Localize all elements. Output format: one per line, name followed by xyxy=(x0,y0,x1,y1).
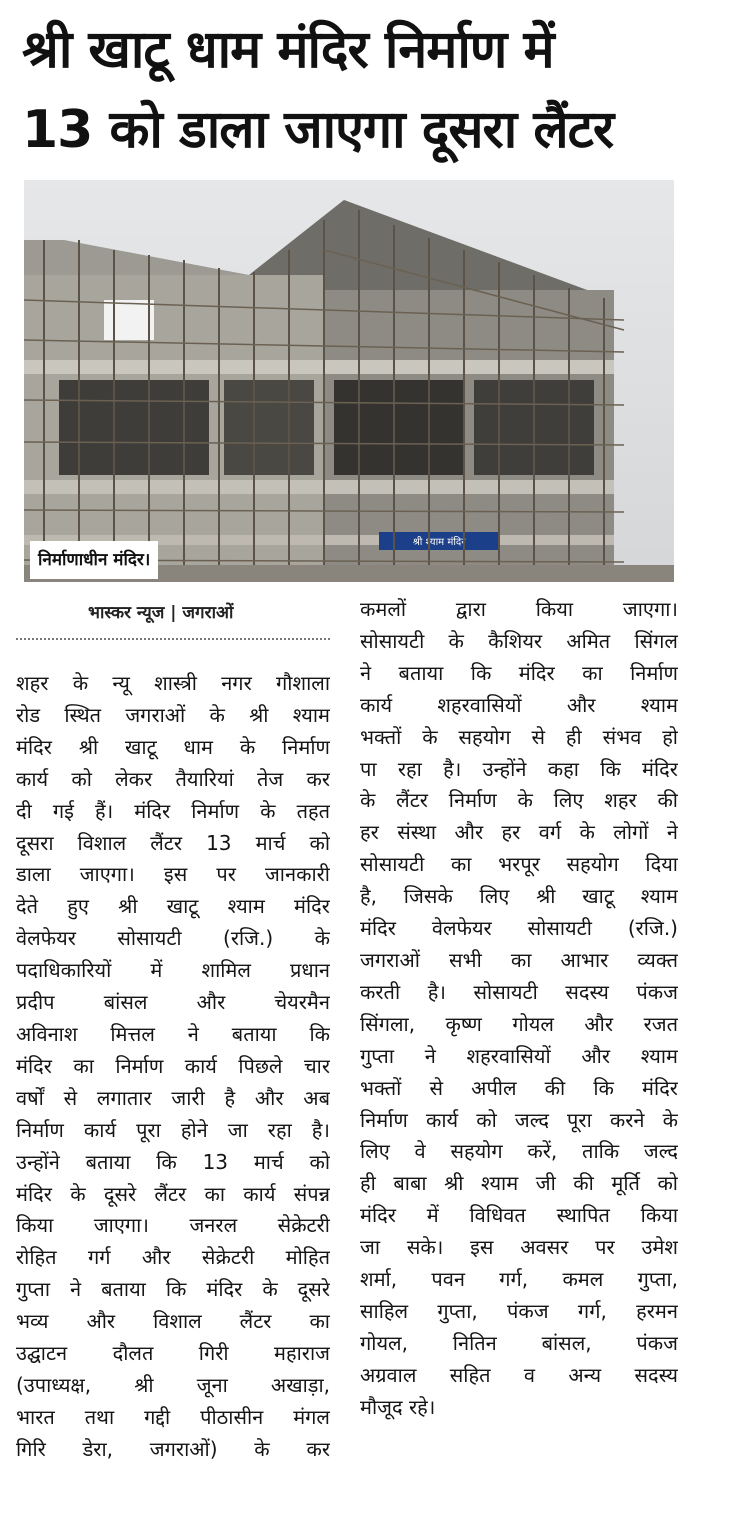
headline-line-1: श्री खाटू धाम मंदिर निर्माण में xyxy=(22,20,554,80)
article-line: मौजूद रहे। xyxy=(360,1394,436,1419)
article-line: मंदिर वेलफेयर सोसायटी (रजि.) xyxy=(360,916,678,941)
article-line: सोसायटी का भरपूर सहयोग दिया xyxy=(360,852,678,877)
article-line: अग्रवाल सहित व अन्य सदस्य xyxy=(360,1362,678,1387)
article-line: मंदिर में विधिवत स्थापित किया xyxy=(360,1203,678,1228)
article-line: ने बताया कि मंदिर का निर्माण xyxy=(360,660,678,685)
headline-line-2: 13 को डाला जाएगा दूसरा लैंटर xyxy=(22,100,614,160)
article-line: कार्य शहरवासियों और श्याम xyxy=(360,692,678,717)
article-line: है, जिसके लिए श्री खाटू श्याम xyxy=(360,884,678,909)
article-line: मंदिर का निर्माण कार्य पिछले चार xyxy=(16,1053,330,1078)
article-line: रोड स्थित जगराओं के श्री श्याम xyxy=(16,702,330,727)
article-line: रोहित गर्ग और सेक्रेटरी मोहित xyxy=(16,1245,330,1270)
article-line: सोसायटी के कैशियर अमित सिंगल xyxy=(360,628,678,653)
article-line: मंदिर श्री खाटू धाम के निर्माण xyxy=(16,734,330,759)
article-line: मंदिर के दूसरे लैंटर का कार्य संपन्न xyxy=(16,1181,330,1206)
article-line: सिंगला, कृष्ण गोयल और रजत xyxy=(360,1011,678,1036)
article-left-column xyxy=(16,668,330,1466)
article-line: निर्माण कार्य पूरा होने जा रहा है। xyxy=(16,1117,330,1142)
article-line: किया जाएगा। जनरल सेक्रेटरी xyxy=(16,1213,330,1238)
article-line: लिए वे सहयोग करें, ताकि जल्द xyxy=(360,1139,678,1164)
temple-construction-illustration xyxy=(24,180,674,582)
article-line: अविनाश मित्तल ने बताया कि xyxy=(16,1021,330,1046)
article-line: डाला जाएगा। इस पर जानकारी xyxy=(16,862,330,887)
construction-photo xyxy=(24,180,674,582)
article-line: पा रहा है। उन्होंने कहा कि मंदिर xyxy=(360,756,678,781)
article-line: गोयल, नितिन बांसल, पंकज xyxy=(360,1330,678,1355)
article-line: पदाधिकारियों में शामिल प्रधान xyxy=(16,958,330,983)
article-line: साहिल गुप्ता, पंकज गर्ग, हरमन xyxy=(360,1298,678,1323)
article-line: शर्मा, पवन गर्ग, कमल गुप्ता, xyxy=(360,1267,678,1292)
article-line: कमलों द्वारा किया जाएगा। xyxy=(360,597,678,621)
article-line: निर्माण कार्य को जल्द पूरा करने के xyxy=(360,1107,678,1132)
article-line: उद्घाटन दौलत गिरी महाराज xyxy=(16,1341,330,1366)
article-line: करती है। सोसायटी सदस्य पंकज xyxy=(360,979,678,1004)
article-line: जा सके। इस अवसर पर उमेश xyxy=(360,1235,678,1260)
article-line: ही बाबा श्री श्याम जी की मूर्ति को xyxy=(360,1171,678,1196)
article-line: वर्षों से लगातार जारी है और अब xyxy=(16,1085,330,1110)
article-line: दी गई हैं। मंदिर निर्माण के तहत xyxy=(16,798,330,823)
article-line: जगराओं सभी का आभार व्यक्त xyxy=(360,947,678,972)
photo-caption: निर्माणाधीन मंदिर। xyxy=(30,541,158,579)
article-line: गुप्ता ने शहरवासियों और श्याम xyxy=(360,1043,678,1068)
article-line: कार्य को लेकर तैयारियां तेज कर xyxy=(16,766,330,791)
sign-board-text: श्री श्याम मंदिर xyxy=(412,537,466,548)
article-line: दूसरा विशाल लैंटर 13 मार्च को xyxy=(16,830,330,855)
article-line: भव्य और विशाल लैंटर का xyxy=(16,1309,330,1334)
byline: भास्कर न्यूज | जगराओं xyxy=(88,603,234,623)
article-line: (उपाध्यक्ष, श्री जूना अखाड़ा, xyxy=(16,1372,330,1397)
article-line: उन्होंने बताया कि 13 मार्च को xyxy=(16,1149,330,1174)
article-line: भारत तथा गद्दी पीठासीन मंगल xyxy=(16,1404,330,1429)
article-line: के लैंटर निर्माण के लिए शहर की xyxy=(360,788,678,813)
headline xyxy=(22,10,722,170)
article-line: प्रदीप बांसल और चेयरमैन xyxy=(16,990,330,1015)
article-line: हर संस्था और हर वर्ग के लोगों ने xyxy=(360,820,678,845)
article-right-column xyxy=(360,594,678,1424)
article-line: वेलफेयर सोसायटी (रजि.) के xyxy=(16,926,330,951)
byline-divider xyxy=(16,638,330,640)
article-line: गिरि डेरा, जगराओं) के कर xyxy=(16,1436,330,1461)
article-line: देते हुए श्री खाटू श्याम मंदिर xyxy=(16,894,330,919)
article-line: भक्तों से अपील की कि मंदिर xyxy=(360,1075,678,1100)
article-line: भक्तों के सहयोग से ही संभव हो xyxy=(360,724,678,749)
article-line: गुप्ता ने बताया कि मंदिर के दूसरे xyxy=(16,1277,330,1302)
article-line: शहर के न्यू शास्त्री नगर गौशाला xyxy=(16,671,330,695)
